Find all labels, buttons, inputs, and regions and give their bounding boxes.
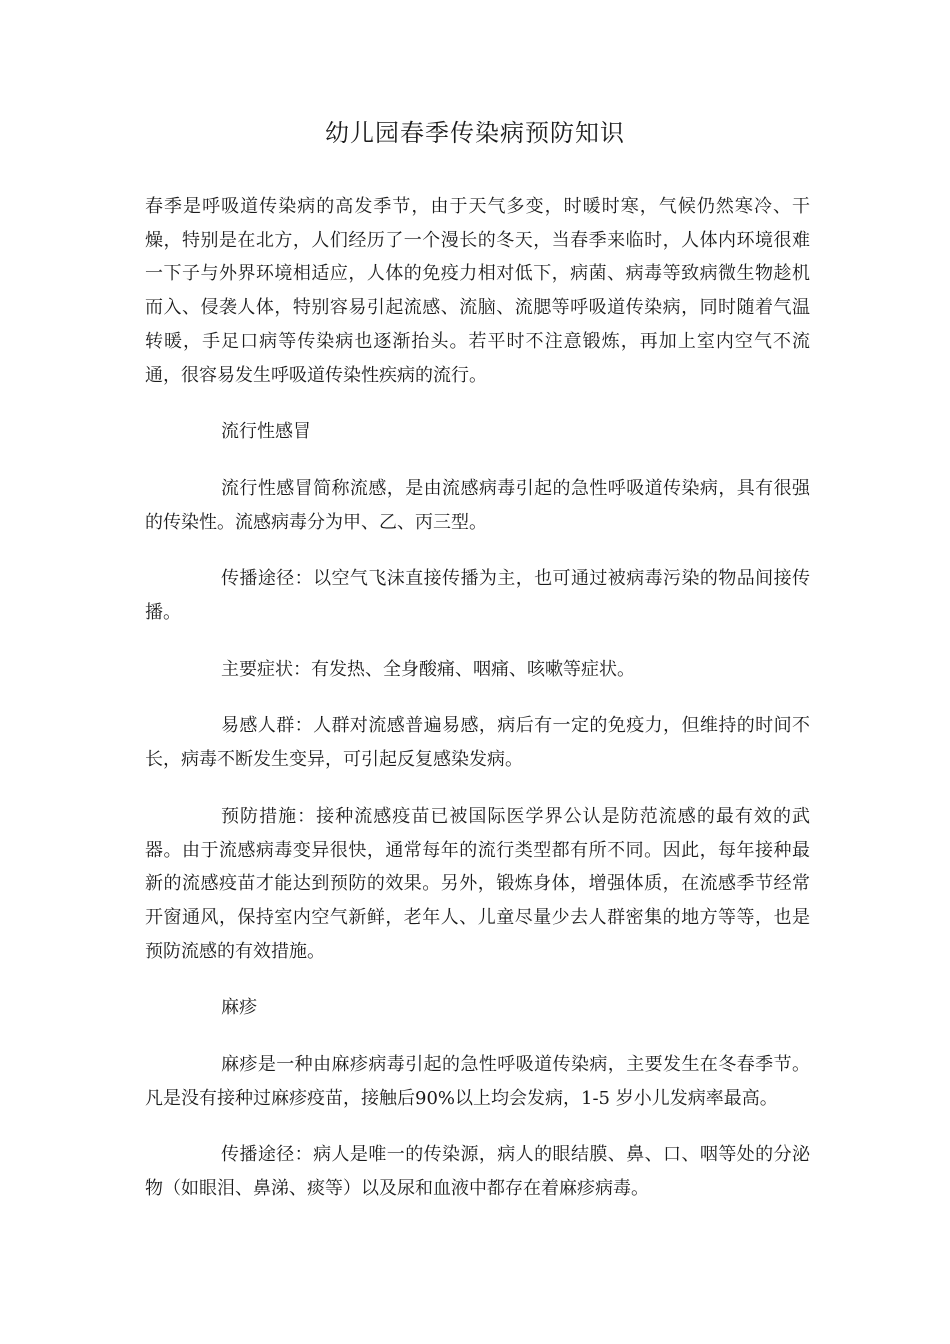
influenza-susceptible-paragraph: 易感人群：人群对流感普遍易感，病后有一定的免疫力，但维持的时间不长，病毒不断发生变异，可引起反复感染发病。 (145, 715, 810, 771)
section-heading-influenza: 流行性感冒 (221, 421, 311, 443)
influenza-definition-paragraph: 流行性感冒简称流感，是由流感病毒引起的急性呼吸道传染病，具有很强的传染性。流感病毒分为甲、乙、丙三型。 (145, 477, 810, 533)
influenza-symptoms-paragraph: 主要症状：有发热、全身酸痛、咽痛、咳嗽等症状。 (221, 658, 635, 680)
measles-transmission-paragraph: 传播途径：病人是唯一的传染源，病人的眼结膜、鼻、口、咽等处的分泌物（如眼泪、鼻涕、痰等）以及尿和血液中都存在着麻疹病毒。 (145, 1144, 810, 1200)
section-heading-measles: 麻疹 (221, 997, 257, 1019)
intro-paragraph: 春季是呼吸道传染病的高发季节，由于天气多变，时暖时寒，气候仍然寒冷、干燥，特别是在北方，人们经历了一个漫长的冬天，当春季来临时，人体内环境很难一下子与外界环境相适应，人体的免疫力相对低下，病菌、病毒等致病微生物趁机而入、侵袭人体，特别容易引起流感、流脑、流腮等呼吸道传染病，同时随着气温转暖，手足口病等传染病也逐渐抬头。若平时不注意锻炼，再加上室内空气不流通，很容易发生呼吸道传染性疾病的流行。 (145, 196, 810, 386)
document-body (145, 190, 810, 1229)
document-title: 幼儿园春季传染病预防知识 (325, 119, 625, 147)
measles-definition-paragraph: 麻疹是一种由麻疹病毒引起的急性呼吸道传染病，主要发生在冬春季节。凡是没有接种过麻疹疫苗，接触后90%以上均会发病，1-5 岁小儿发病率最高。 (145, 1054, 810, 1109)
influenza-transmission-paragraph: 传播途径：以空气飞沫直接传播为主，也可通过被病毒污染的物品间接传播。 (145, 568, 810, 624)
influenza-prevention-paragraph: 预防措施：接种流感疫苗已被国际医学界公认是防范流感的最有效的武器。由于流感病毒变异很快，通常每年的流行类型都有所不同。因此，每年接种最新的流感疫苗才能达到预防的效果。另外，锻炼身体，增强体质，在流感季节经常开窗通风，保持室内空气新鲜，老年人、儿童尽量少去人群密集的地方等等，也是预防流感的有效措施。 (145, 805, 810, 962)
